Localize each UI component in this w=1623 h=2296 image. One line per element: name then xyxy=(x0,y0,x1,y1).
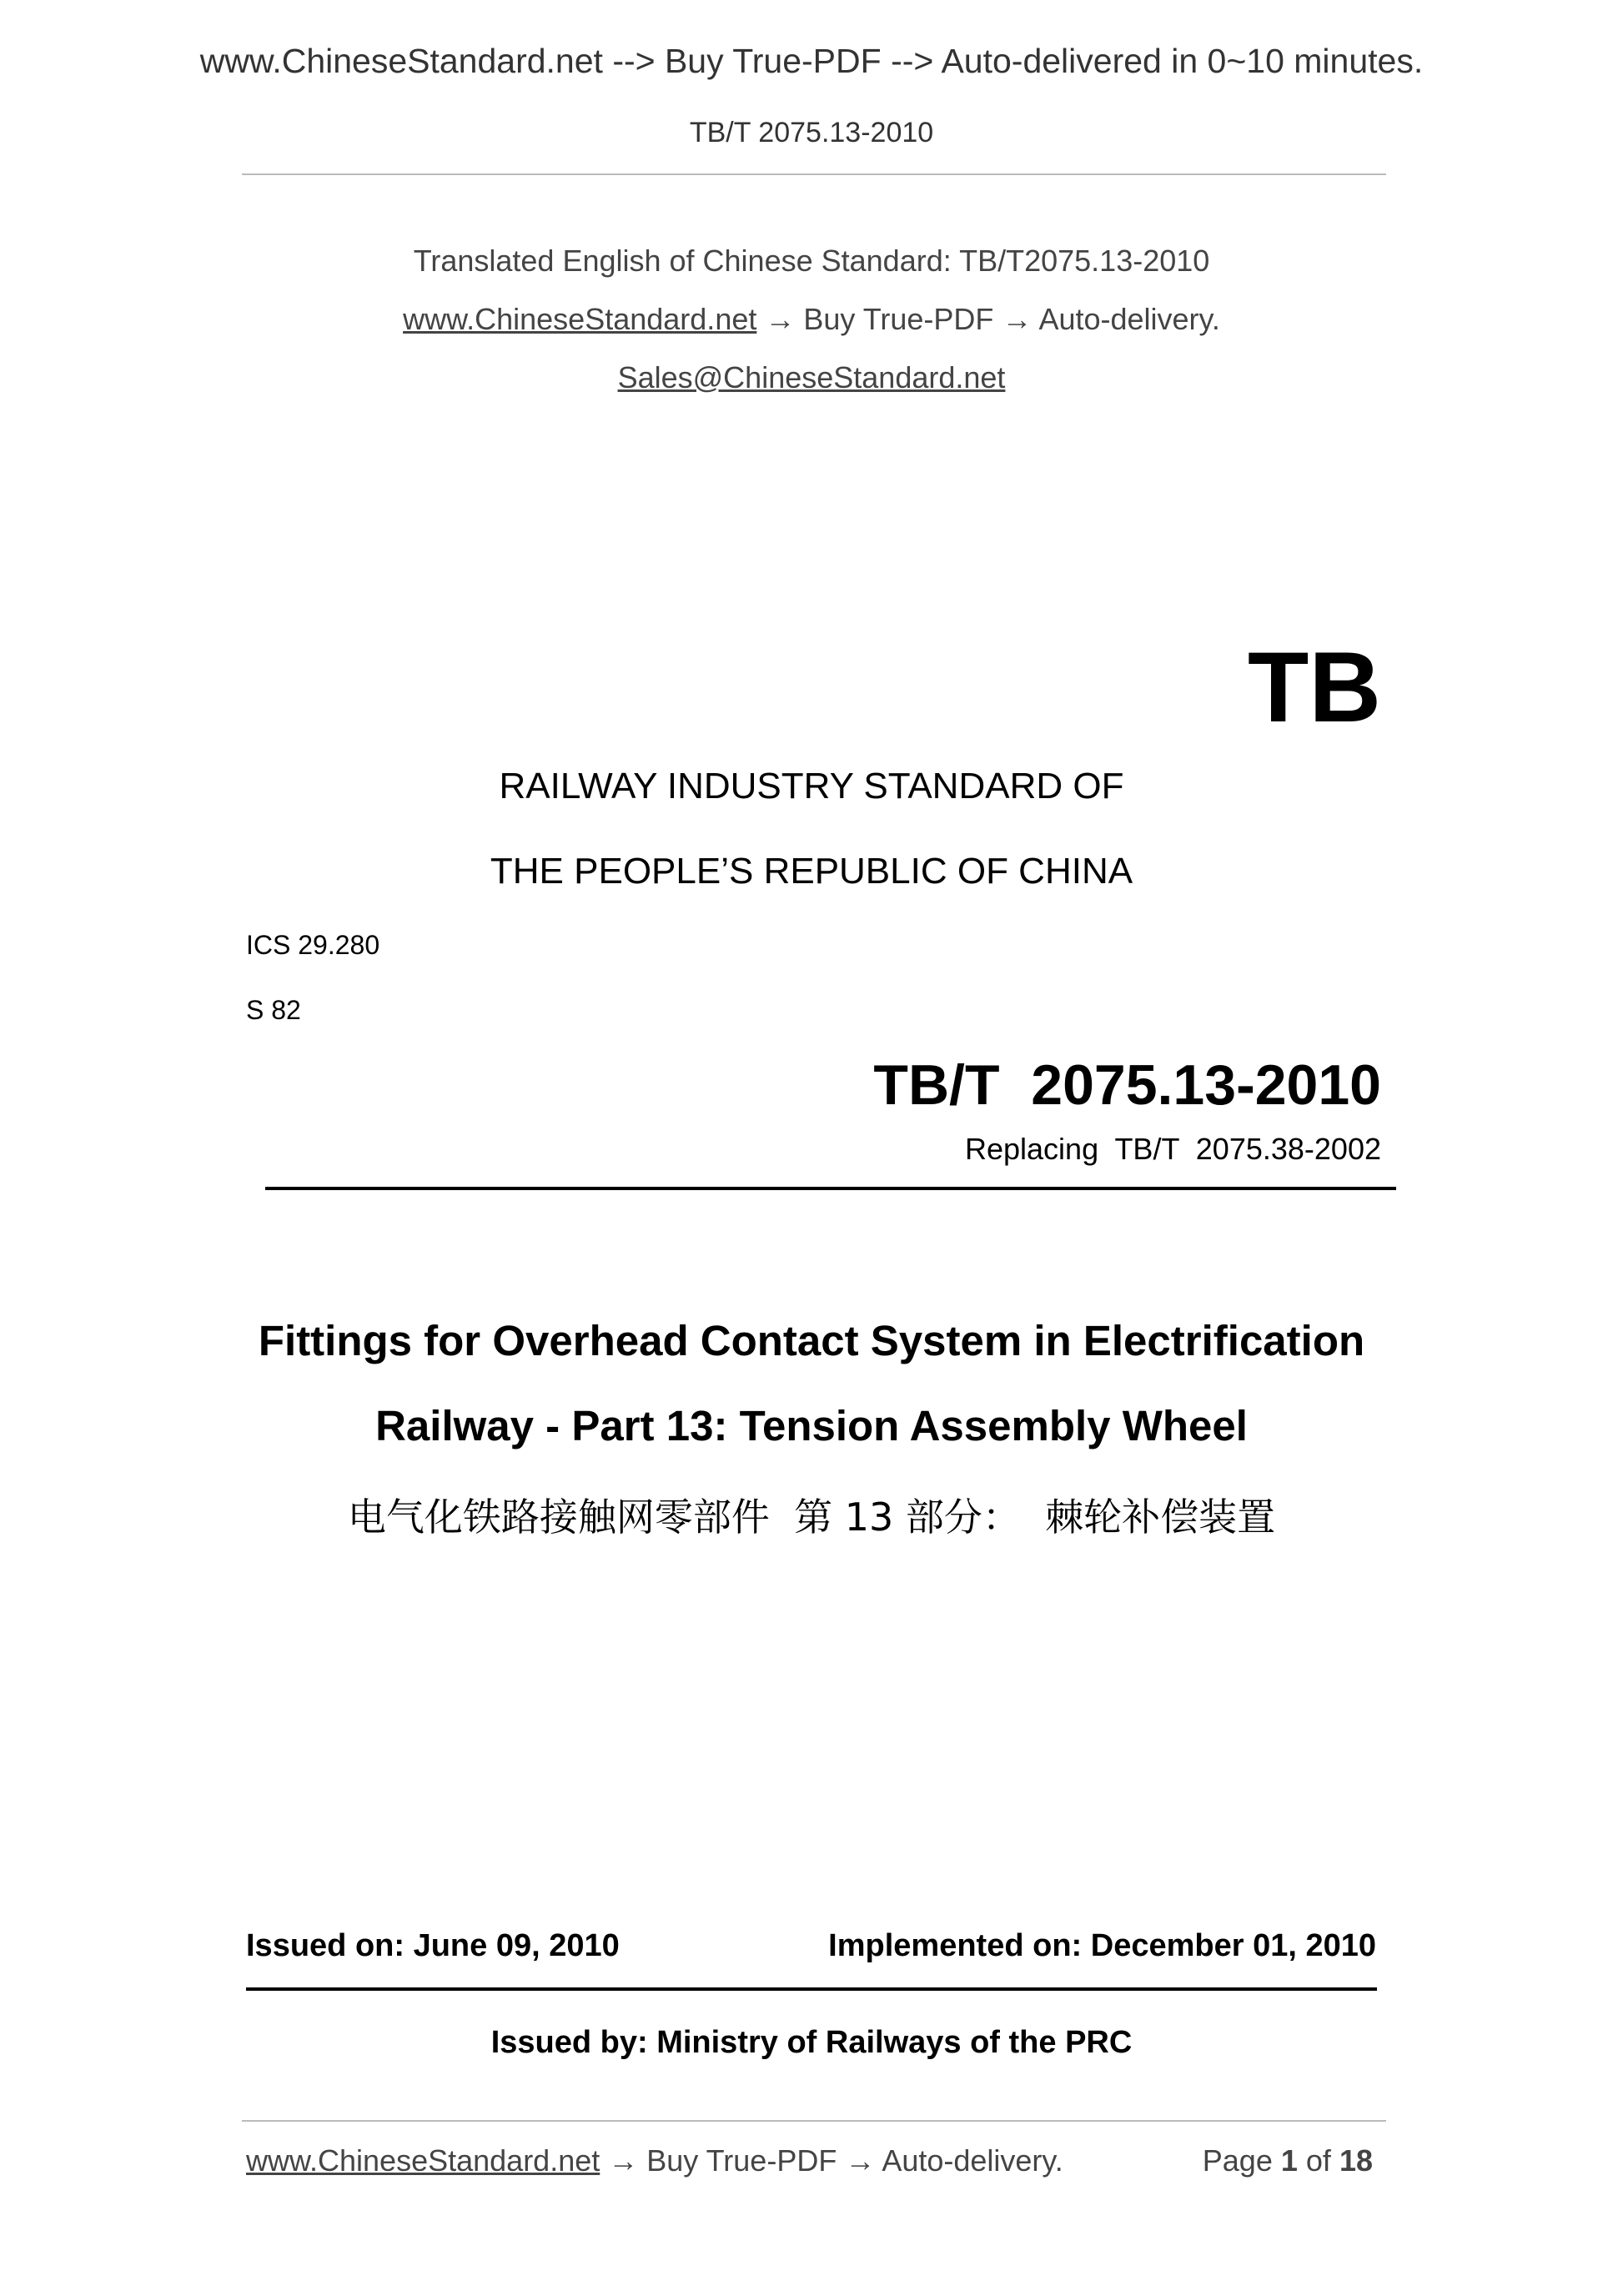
page-total: 18 xyxy=(1339,2143,1373,2178)
buy-line xyxy=(0,302,1623,337)
footer-buy-line xyxy=(246,2143,1063,2178)
running-header: TB/T 2075.13-2010 xyxy=(689,117,934,148)
replacing-standard: Replacing TB/T 2075.38-2002 xyxy=(964,1132,1381,1166)
title-chinese: 电气化铁路接触网零部件 第 13 部分： 棘轮补偿装置 xyxy=(347,1495,1276,1540)
industry-line-2: THE PEOPLE’S REPUBLIC OF CHINA xyxy=(490,851,1133,892)
title-line-1: Fittings for Overhead Contact System in Electrification xyxy=(258,1317,1365,1364)
standard-mark: TB xyxy=(1248,631,1381,743)
standard-divider xyxy=(265,1187,1396,1190)
translated-line: Translated English of Chinese Standard: TB/T2075.13-2010 xyxy=(413,244,1210,278)
sales-email-link[interactable]: Sales@ChineseStandard.net xyxy=(617,360,1006,394)
header-divider xyxy=(242,173,1386,175)
issue-divider xyxy=(246,1987,1377,1991)
footer-site-link[interactable]: www.ChineseStandard.net xyxy=(246,2143,600,2178)
page-label: Page xyxy=(1202,2143,1273,2178)
footer-buy-tail: → Buy True-PDF → Auto-delivery. xyxy=(600,2143,1063,2178)
industry-line-1: RAILWAY INDUSTRY STANDARD OF xyxy=(499,766,1124,806)
issued-on-date: Issued on: June 09, 2010 xyxy=(246,1928,620,1963)
page-current: 1 xyxy=(1280,2143,1298,2178)
sales-email-line xyxy=(0,360,1623,395)
footer-divider xyxy=(242,2120,1386,2122)
title-line-2: Railway - Part 13: Tension Assembly Wheel xyxy=(375,1402,1248,1449)
site-link[interactable]: www.ChineseStandard.net xyxy=(403,302,757,336)
implemented-on-date: Implemented on: December 01, 2010 xyxy=(828,1928,1376,1963)
page-indicator xyxy=(1203,2143,1373,2178)
issued-by: Issued by: Ministry of Railways of the PRC xyxy=(490,2025,1133,2060)
ics-code: ICS 29.280 xyxy=(246,930,380,960)
buy-line-tail: → Buy True-PDF → Auto-delivery. xyxy=(756,302,1220,336)
top-banner: www.ChineseStandard.net --> Buy True-PDF --> Auto-delivered in 0~10 minutes. xyxy=(199,42,1424,80)
ccs-code: S 82 xyxy=(246,995,301,1025)
page-of: of xyxy=(1305,2143,1331,2178)
standard-number: TB/T 2075.13-2010 xyxy=(873,1053,1381,1117)
